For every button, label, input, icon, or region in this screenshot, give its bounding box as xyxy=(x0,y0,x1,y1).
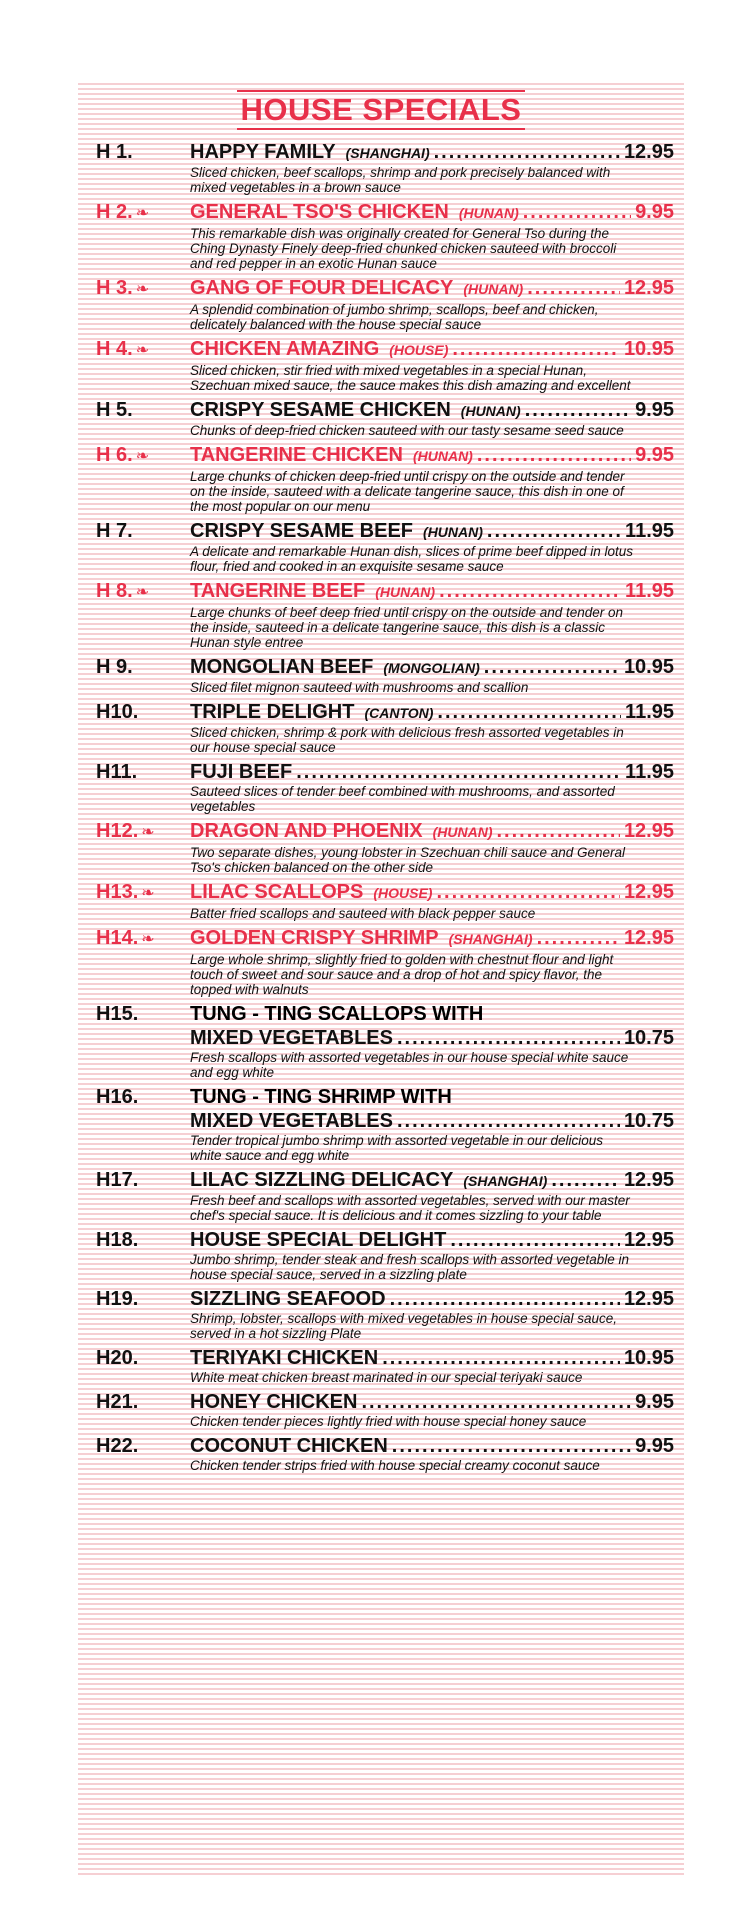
menu-item xyxy=(96,398,674,438)
item-code-text: H 8. xyxy=(96,580,133,602)
item-description: Fresh beef and scallops with assorted vegetables, served with our master chef's special sauce. It is delicious and it comes sizzling to your table xyxy=(190,1193,630,1223)
menu-item xyxy=(96,926,674,997)
item-region: (SHANGHAI) xyxy=(463,1173,548,1189)
item-price: 12.95 xyxy=(623,927,674,949)
dot-leader xyxy=(361,1390,631,1414)
item-code-text: H 7. xyxy=(96,520,133,542)
item-name-wrap xyxy=(190,700,674,725)
item-code-text: H12. xyxy=(96,820,139,842)
dot-leader xyxy=(434,140,620,164)
item-region: (SHANGHAI) xyxy=(345,145,430,161)
menu-item-row xyxy=(96,1434,674,1458)
dot-leader xyxy=(397,1026,620,1050)
item-code-text: H 6. xyxy=(96,444,133,466)
menu-item-row xyxy=(96,655,674,680)
menu-item xyxy=(96,443,674,514)
item-name: TANGERINE CHICKEN xyxy=(190,444,403,466)
chili-pepper-icon: ❧ xyxy=(135,448,150,465)
item-region: (SHANGHAI) xyxy=(448,931,533,947)
item-name: GOLDEN CRISPY SHRIMP xyxy=(190,927,439,949)
dot-leader xyxy=(452,337,620,361)
item-name-wrap xyxy=(190,200,674,225)
item-code-text: H 4. xyxy=(96,338,133,360)
menu-item xyxy=(96,655,674,695)
item-price: 9.95 xyxy=(635,201,674,223)
item-name-line1: TUNG - TING SHRIMP WITH xyxy=(190,1086,452,1108)
item-code xyxy=(96,443,190,469)
menu-item-row xyxy=(96,443,674,469)
item-name-wrap xyxy=(190,880,674,905)
item-description: Batter fried scallops and sauteed with black pepper sauce xyxy=(190,906,536,921)
dot-leader xyxy=(525,398,631,422)
menu-item-row xyxy=(96,1346,674,1370)
dot-leader xyxy=(477,443,631,467)
item-code xyxy=(96,519,190,543)
dot-leader xyxy=(382,1346,620,1370)
item-code-text: H22. xyxy=(96,1435,139,1457)
menu-item-row xyxy=(96,700,674,725)
menu-item xyxy=(96,1085,674,1163)
item-name: TERIYAKI CHICKEN xyxy=(190,1347,379,1369)
item-code xyxy=(96,337,190,363)
item-description: A delicate and remarkable Hunan dish, slices of prime beef dipped in lotus flour, fried and cooked in an exquisite sesame sauce xyxy=(190,544,634,574)
item-region: (HUNAN) xyxy=(375,584,436,600)
menu-item-row xyxy=(96,819,674,845)
menu-item xyxy=(96,276,674,332)
menu-item xyxy=(96,819,674,875)
item-name: CRISPY SESAME CHICKEN xyxy=(190,399,451,421)
item-code xyxy=(96,1346,190,1370)
dot-leader xyxy=(390,1287,620,1311)
item-name-wrap xyxy=(190,398,674,423)
title-wrap xyxy=(78,90,684,130)
menu-item-row xyxy=(96,398,674,423)
item-price: 9.95 xyxy=(635,399,674,421)
item-name-wrap xyxy=(190,1346,674,1370)
chili-pepper-icon: ❧ xyxy=(141,931,155,948)
item-region: (HUNAN) xyxy=(412,448,473,464)
item-name: FUJI BEEF xyxy=(190,761,293,783)
item-description: Large chunks of beef deep fried until crispy on the outside and tender on the inside, sauteed in a delicate tangerine sauce, this dish is a classic Hunan style entree xyxy=(190,605,624,650)
item-price: 11.95 xyxy=(625,580,674,602)
item-name: CRISPY SESAME BEEF xyxy=(190,520,414,542)
item-name: GENERAL TSO'S CHICKEN xyxy=(190,201,449,223)
menu-item-first-row xyxy=(96,1085,674,1109)
chili-pepper-icon: ❧ xyxy=(141,885,155,902)
item-code-text: H17. xyxy=(96,1169,139,1191)
item-region: (HUNAN) xyxy=(460,403,521,419)
menu-item xyxy=(96,1168,674,1223)
item-region: (MONGOLIAN) xyxy=(383,660,480,676)
menu-item xyxy=(96,519,674,574)
item-code xyxy=(96,1168,190,1192)
item-price: 10.95 xyxy=(623,656,674,678)
item-description: Chunks of deep-fried chicken sauteed with our tasty sesame seed sauce xyxy=(190,423,624,438)
item-code-text: H19. xyxy=(96,1288,139,1310)
item-name-wrap xyxy=(190,1026,674,1050)
item-code-text: H18. xyxy=(96,1229,139,1251)
item-code-text: H 5. xyxy=(96,399,133,421)
item-code xyxy=(96,700,190,724)
item-code-text: H13. xyxy=(96,881,139,903)
item-code xyxy=(96,880,190,906)
item-code xyxy=(96,926,190,952)
menu-item-row xyxy=(96,140,674,165)
item-description: Large whole shrimp, slightly fried to golden with chestnut flour and light touch of sweet and sour sauce and a drop of hot and spicy flavor, the topped with walnuts xyxy=(190,952,614,997)
item-name-wrap xyxy=(190,655,674,680)
item-price: 10.95 xyxy=(623,338,674,360)
menu-item-row xyxy=(96,926,674,952)
item-code-text: H11. xyxy=(96,761,138,783)
menu-item-row xyxy=(96,1228,674,1252)
item-price: 10.75 xyxy=(623,1110,674,1132)
item-name-wrap xyxy=(190,519,674,544)
item-description: Large chunks of chicken deep-fried until crispy on the outside and tender on the inside, sauteed with a delicate tangerine sauce, this dish in one of the most popular on our menu xyxy=(190,469,625,514)
dot-leader xyxy=(537,926,620,950)
menu-item-row xyxy=(96,276,674,302)
item-name: LILAC SCALLOPS xyxy=(190,881,364,903)
item-code xyxy=(96,655,190,679)
menu-item-first-row xyxy=(96,1002,674,1026)
item-code xyxy=(96,1434,190,1458)
menu-item-row xyxy=(96,337,674,363)
dot-leader xyxy=(450,1228,620,1252)
item-code xyxy=(96,1228,190,1252)
item-code-text: H 9. xyxy=(96,656,133,678)
item-name: COCONUT CHICKEN xyxy=(190,1435,388,1457)
item-description: Shrimp, lobster, scallops with mixed vegetables in house special sauce, served in a hot sizzling Plate xyxy=(190,1311,617,1341)
dot-leader xyxy=(523,200,631,224)
menu-item xyxy=(96,1346,674,1385)
item-description: Sliced filet mignon sauteed with mushrooms and scallion xyxy=(190,680,529,695)
menu-item-row xyxy=(96,519,674,544)
item-code xyxy=(96,200,190,226)
menu-panel xyxy=(78,80,684,1876)
chili-pepper-icon: ❧ xyxy=(135,205,150,222)
chili-pepper-icon: ❧ xyxy=(141,824,155,841)
dot-leader xyxy=(397,1109,620,1133)
dot-leader xyxy=(437,700,621,724)
item-code-text: H20. xyxy=(96,1347,139,1369)
item-code-text: H 1. xyxy=(96,141,133,163)
item-code-text: H 3. xyxy=(96,277,133,299)
chili-pepper-icon: ❧ xyxy=(135,342,150,359)
item-price: 11.95 xyxy=(625,520,674,542)
menu-item-row xyxy=(96,1168,674,1193)
item-code-text: H 2. xyxy=(96,201,133,223)
menu-item-row xyxy=(96,1287,674,1311)
item-name: MIXED VEGETABLES xyxy=(190,1110,393,1132)
item-code-text: H14. xyxy=(96,927,139,949)
item-description: Jumbo shrimp, tender steak and fresh scallops with assorted vegetable in house special sauce, served in a sizzling plate xyxy=(190,1252,629,1282)
item-region: (HUNAN) xyxy=(432,824,493,840)
menu-item xyxy=(96,1287,674,1341)
item-price: 9.95 xyxy=(635,1391,674,1413)
item-price: 12.95 xyxy=(623,820,674,842)
item-description: Two separate dishes, young lobster in Szechuan chili sauce and General Tso's chicken balanced on the other side xyxy=(190,845,626,875)
item-name: HONEY CHICKEN xyxy=(190,1391,358,1413)
item-name: TRIPLE DELIGHT xyxy=(190,701,355,723)
item-code xyxy=(96,276,190,302)
item-name-wrap xyxy=(190,1287,674,1311)
item-region: (HUNAN) xyxy=(463,281,524,297)
item-price: 12.95 xyxy=(623,1288,674,1310)
item-code-text: H15. xyxy=(96,1003,139,1025)
item-name: GANG OF FOUR DELICACY xyxy=(190,277,454,299)
menu-item xyxy=(96,140,674,195)
item-code xyxy=(96,398,190,422)
item-price: 12.95 xyxy=(623,1169,674,1191)
item-price: 12.95 xyxy=(623,1229,674,1251)
item-name-wrap xyxy=(190,1434,674,1458)
item-name: CHICKEN AMAZING xyxy=(190,338,380,360)
item-name: TANGERINE BEEF xyxy=(190,580,366,602)
item-code xyxy=(96,819,190,845)
item-region: (CANTON) xyxy=(364,705,434,721)
item-name-wrap xyxy=(190,1168,674,1193)
item-code xyxy=(96,1002,190,1026)
dot-leader xyxy=(497,819,620,843)
item-price: 11.95 xyxy=(625,761,674,783)
item-description: Sliced chicken, stir fried with mixed vegetables in a special Hunan, Szechuan mixed sauce, the sauce makes this dish amazing and excellent xyxy=(190,363,631,393)
item-code-text: H10. xyxy=(96,701,139,723)
menu-item-row xyxy=(96,1026,674,1050)
section-title: HOUSE SPECIALS xyxy=(237,90,526,130)
menu-item-row xyxy=(96,880,674,906)
dot-leader xyxy=(484,655,620,679)
item-price: 12.95 xyxy=(623,881,674,903)
item-name: MONGOLIAN BEEF xyxy=(190,656,374,678)
menu-item-list xyxy=(96,140,674,1478)
item-name-wrap xyxy=(190,1109,674,1133)
menu-item-row xyxy=(96,760,674,784)
item-code xyxy=(96,760,190,784)
item-description: This remarkable dish was originally created for General Tso during the Ching Dynasty Finely deep-fried chunked chicken sauteed with broccoli and red pepper in an exotic Hunan sauce xyxy=(190,226,617,271)
item-code-text: H16. xyxy=(96,1086,139,1108)
item-name-line1: TUNG - TING SCALLOPS WITH xyxy=(190,1003,484,1025)
menu-item xyxy=(96,579,674,650)
item-name-wrap xyxy=(190,140,674,165)
dot-leader xyxy=(436,880,619,904)
menu-item-row xyxy=(96,579,674,605)
dot-leader xyxy=(392,1434,631,1458)
item-region: (HUNAN) xyxy=(458,205,519,221)
item-code-text: H21. xyxy=(96,1391,139,1413)
item-code xyxy=(96,1287,190,1311)
item-description: Sliced chicken, shrimp & pork with delicious fresh assorted vegetables in our house special sauce xyxy=(190,725,624,755)
item-code xyxy=(96,1390,190,1414)
item-name: SIZZLING SEAFOOD xyxy=(190,1288,386,1310)
item-name-wrap xyxy=(190,819,674,844)
item-description: Chicken tender pieces lightly fried with house special honey sauce xyxy=(190,1414,587,1429)
item-price: 12.95 xyxy=(623,141,674,163)
menu-item-row xyxy=(96,1390,674,1414)
item-description: Tender tropical jumbo shrimp with assorted vegetable in our delicious white sauce and egg white xyxy=(190,1133,603,1163)
item-region: (HOUSE) xyxy=(373,885,433,901)
chili-pepper-icon: ❧ xyxy=(135,584,150,601)
menu-item xyxy=(96,200,674,271)
menu-item xyxy=(96,1390,674,1429)
dot-leader xyxy=(296,760,621,784)
menu-item xyxy=(96,880,674,921)
dot-leader xyxy=(551,1168,620,1192)
item-region: (HOUSE) xyxy=(389,342,449,358)
item-region: (HUNAN) xyxy=(423,524,483,540)
item-price: 9.95 xyxy=(635,1435,674,1457)
item-name-wrap xyxy=(190,926,674,951)
menu-item xyxy=(96,1002,674,1080)
item-name-wrap xyxy=(190,276,674,301)
menu-item-row xyxy=(96,200,674,226)
item-description: Chicken tender strips fried with house special creamy coconut sauce xyxy=(190,1458,600,1473)
menu-item xyxy=(96,1434,674,1473)
item-name-wrap xyxy=(190,1390,674,1414)
item-description: Sliced chicken, beef scallops, shrimp and pork precisely balanced with mixed vegetables in a brown sauce xyxy=(190,165,611,195)
dot-leader xyxy=(439,579,621,603)
item-price: 10.75 xyxy=(623,1027,674,1049)
item-description: Sauteed slices of tender beef combined with mushrooms, and assorted vegetables xyxy=(190,784,615,814)
menu-item-row xyxy=(96,1109,674,1133)
menu-item xyxy=(96,760,674,814)
item-name: MIXED VEGETABLES xyxy=(190,1027,393,1049)
item-price: 11.95 xyxy=(625,701,674,723)
chili-pepper-icon: ❧ xyxy=(135,281,150,298)
item-price: 10.95 xyxy=(623,1347,674,1369)
item-description: Fresh scallops with assorted vegetables in our house special white sauce and egg white xyxy=(190,1050,629,1080)
item-name: HOUSE SPECIAL DELIGHT xyxy=(190,1229,447,1251)
item-name: HAPPY FAMILY xyxy=(190,141,336,163)
item-name: LILAC SIZZLING DELICACY xyxy=(190,1169,454,1191)
item-name-wrap xyxy=(190,1228,674,1252)
item-name-wrap xyxy=(190,443,674,468)
item-name-wrap xyxy=(190,337,674,362)
item-name-wrap xyxy=(190,579,674,604)
menu-item xyxy=(96,337,674,393)
item-price: 9.95 xyxy=(635,444,674,466)
item-code xyxy=(96,140,190,164)
item-name-wrap xyxy=(190,760,674,784)
item-price: 12.95 xyxy=(623,277,674,299)
dot-leader xyxy=(487,519,621,543)
item-description: A splendid combination of jumbo shrimp, scallops, beef and chicken, delicately balanced with the house special sauce xyxy=(190,302,599,332)
dot-leader xyxy=(527,276,620,300)
item-description: White meat chicken breast marinated in our special teriyaki sauce xyxy=(190,1370,583,1385)
menu-item xyxy=(96,1228,674,1282)
menu-item xyxy=(96,700,674,755)
item-name: DRAGON AND PHOENIX xyxy=(190,820,423,842)
item-code xyxy=(96,1085,190,1109)
item-code xyxy=(96,579,190,605)
